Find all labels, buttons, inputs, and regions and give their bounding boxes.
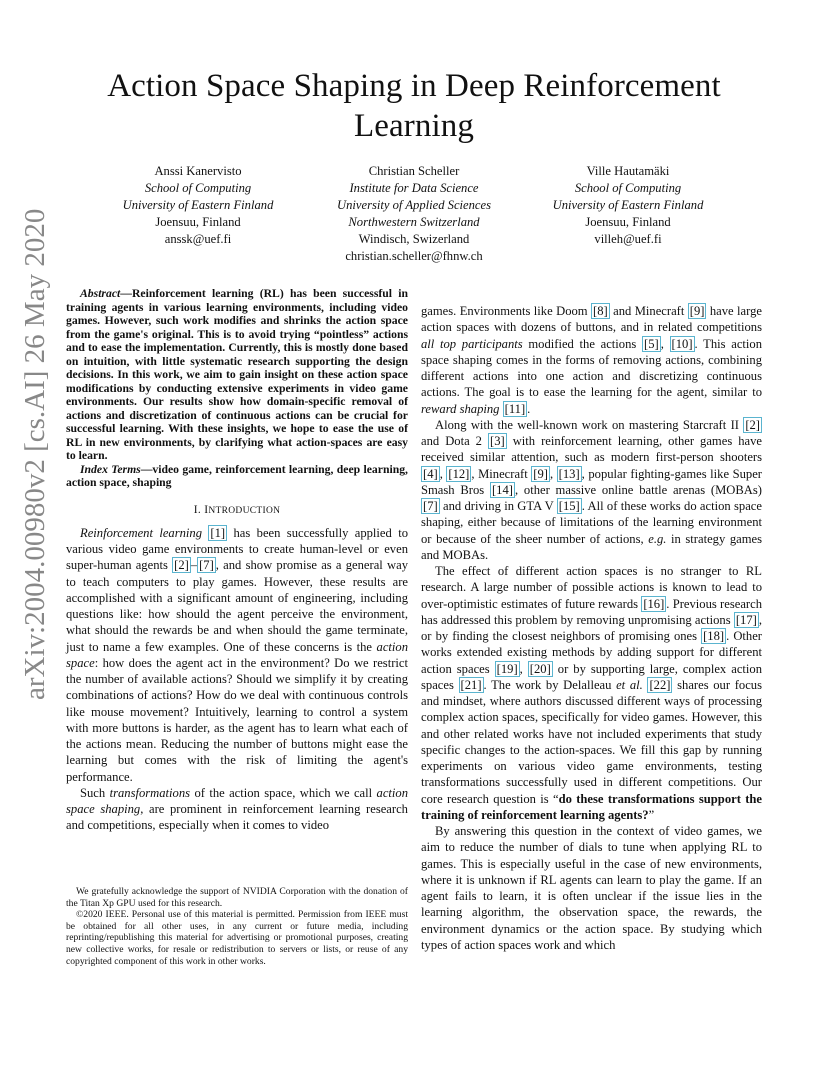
citation-link[interactable]: [11] — [504, 401, 526, 416]
citation-link[interactable]: [13] — [558, 466, 580, 481]
author-block-1 — [78, 163, 318, 248]
author-block-2 — [294, 163, 534, 265]
body-paragraph: Such transformations of the action space, which we call action space shaping, are prominent in reinforcement learning research and competitions, especially when it comes to video — [66, 785, 408, 833]
author-affiliation: University of Applied Sciences — [337, 198, 491, 212]
author-city: Joensuu, Finland — [585, 215, 671, 229]
author-name: Ville Hautamäki — [586, 164, 670, 178]
author-email: christian.scheller@fhnw.ch — [345, 249, 483, 263]
left-column — [66, 287, 408, 834]
author-affiliation: University of Eastern Finland — [552, 198, 704, 212]
section-heading-introduction — [66, 502, 408, 519]
body-paragraph: The effect of different action spaces is no stranger to RL research. A large number of possible actions is known to lead to over-optimistic estimates of future rewards [16] . Previous research has addressed this problem by removing unpromising actions [17] , or by finding the closest neighbors of promising ones [18] . Other works extended existing methods by adding support for different action spaces [19] , [20] or by supporting large, complex action spaces [21] . The work by Delalleau et al. [22] shares our focus and mindset, where authors discussed different ways of processing complex action spaces, specifically for video games. However, this and other related works have not included experiments that study specific changes to the action-spaces. We fill this gap by running experiments on various video game environments, testing transformations successfully used in different competitions. Our core research question is “do these transformations support the training of reinforcement learning agents?” — [421, 564, 763, 822]
citation-link[interactable]: [8] — [593, 304, 608, 318]
citation-link[interactable]: [12] — [448, 466, 470, 481]
author-affiliation: University of Eastern Finland — [122, 198, 274, 212]
abstract: Abstract—Reinforcement learning (RL) has been successful in training agents in various learning environments, including video games. However, such work modifies and shrinks the action space from the game's original. This is to avoid trying “pointless” actions and to ease the implementation. Currently, this is mostly done based on intuition, with little systematic research supporting the design decisions. In this work, we aim to gain insight on these action space modifications by conducting extensive experiments in video game environments. Our results show how domain-specific removal of actions and discretization of continuous actions can be crucial for successful learning. With these insights, we hope to ease the use of RL in new environments, by clarifying what action-spaces are easy to learn. — [66, 287, 408, 462]
citation-link[interactable]: [15] — [558, 499, 580, 513]
author-name: Christian Scheller — [368, 164, 460, 178]
citation-link[interactable]: [22] — [649, 677, 671, 692]
abstract-label: Abstract — [80, 287, 121, 300]
citation-link[interactable]: [3] — [490, 434, 505, 448]
citation-link[interactable]: [9] — [533, 466, 548, 481]
index-terms-label: Index Terms — [80, 462, 141, 476]
citation-link[interactable]: [7] — [199, 558, 214, 573]
section-title-first-letter: I — [204, 503, 209, 516]
citation-link[interactable]: [20] — [529, 661, 551, 676]
author-affiliation: School of Computing — [574, 181, 682, 195]
citation-link[interactable]: [4] — [423, 466, 438, 481]
citation-link[interactable]: [2] — [745, 417, 760, 432]
body-paragraph: By answering this question in the context of video games, we aim to reduce the number of dials to tune when applying RL to games. This is especially useful in the case of new environments, where it is unknown if RL agents can learn to play the game. If an agent fails to learn, it is often unclear if the issue lies in the learning algorithm, the observation space, the rewards, the environment dynamics or the action space. By studying which types of action spaces work and which — [421, 824, 762, 952]
citation-link[interactable]: [7] — [423, 499, 438, 513]
footnote-copyright: ©2020 IEEE. Personal use of this material is permitted. Permission from IEEE must be obtained for all other uses, in any current or future media, including reprinting/republishing this material for advertising or promotional purposes, creating new collective works, for resale or redistribution to servers or lists, or reuse of any copyrighted component of this work in other works. — [66, 909, 408, 967]
arxiv-stamp-text: arXiv:2004.00980v2 [cs.AI] 26 May 2020 — [19, 208, 51, 700]
paper-title: Action Space Shaping in Deep Reinforcement Learning — [107, 68, 721, 144]
section-number: I. — [193, 503, 202, 516]
author-email: villeh@uef.fi — [594, 232, 662, 246]
author-affiliation: Institute for Data Science — [349, 181, 479, 195]
citation-link[interactable]: [19] — [496, 661, 518, 676]
citation-link[interactable]: [10] — [671, 336, 693, 351]
arxiv-stamp — [2, 185, 62, 705]
citation-link[interactable]: [5] — [644, 336, 659, 351]
author-affiliation: School of Computing — [144, 181, 252, 195]
footnote-acknowledgement: We gratefully acknowledge the support of NVIDIA Corporation with the donation of the Titan Xp GPU used for this research. — [66, 886, 408, 909]
author-block-3 — [508, 163, 748, 248]
citation-link[interactable]: [9] — [689, 304, 705, 318]
citation-link[interactable]: [16] — [643, 596, 665, 611]
citation-link[interactable]: [21] — [460, 677, 482, 692]
citation-link[interactable]: [14] — [491, 482, 513, 497]
index-terms: Index Terms—video game, reinforcement learning, deep learning, action space, shaping — [66, 462, 408, 489]
body-paragraph: games. Environments like Doom [8] and Minecraft [9] have large action spaces with dozens of buttons, and in related competitions all top participants modified the actions [5] , [10] . This action space shaping comes in the forms of removing actions, combining different actions into one action and discretizing continuous actions. The goal is to ease the learning for the agent, similar to reward shaping [11] . — [421, 304, 763, 416]
citation-link[interactable]: [2] — [174, 558, 189, 573]
citation-link[interactable]: [1] — [210, 525, 226, 540]
footnotes — [66, 886, 408, 967]
section-title-rest: NTRODUCTION — [208, 505, 281, 516]
author-email: anssk@uef.fi — [164, 232, 232, 246]
author-city: Joensuu, Finland — [155, 215, 241, 229]
right-column — [421, 303, 762, 953]
author-name: Anssi Kanervisto — [154, 164, 242, 178]
citation-link[interactable]: [18] — [703, 629, 725, 643]
body-paragraph: Along with the well-known work on mastering Starcraft II [2] and Dota 2 [3] with reinforcement learning, other games have received similar attention, such as modern first-person shooters [4] , [12] , Minecraft [9] , [13] , popular fighting-games like Super Smash Bros [14] , other massive online battle arenas (MOBAs) [7] and driving in GTA V [15] . All of these works do action space shaping, either because of limitations of the learning environment or because of the sheer number of actions, e.g. in strategy games and MOBAs. — [421, 417, 763, 562]
citation-link[interactable]: [17] — [735, 612, 757, 627]
index-terms-text: video game, reinforcement learning, deep learning, action space, shaping — [66, 462, 408, 489]
abstract-text: Reinforcement learning (RL) has been successful in training agents in various learning environments, including video games. However, such work modifies and shrinks the action space from the game's original. This is to avoid trying “pointless” actions and to ease the implementation. Currently, this is mostly done based on intuition, with little systematic research supporting the design decisions. In this work, we aim to gain insight on these action space modifications by conducting extensive experiments in video game environments. Our results show how domain-specific removal of actions and discretization of continuous actions can be crucial for successful learning. With these insights, we hope to ease the use of RL in new environments, by clarifying what action-spaces are easy to learn. — [66, 287, 408, 462]
author-city: Windisch, Swizerland — [358, 232, 470, 246]
body-paragraph: Reinforcement learning [1] has been successfully applied to various video game environments to create human-level or even super-human agents [2] – [7] , and show promise as a general way to teach computers to play games. However, these results are accomplished with a significant amount of engineering, including questions like: how should the agent perceive the environment, what should the rewards be and when should the game terminate, just to name a few examples. One of these concerns is the action space: how does the agent act in the environment? Do we restrict the number of available actions? Should we simplify it by creating combinations of actions? How do we deal with continuous controls like mouse movement? Intuitively, learning to control a system with more buttons is harder, as the agent has to learn what each of the actions mean. Reducing the number of buttons might ease the learning but comes with the risk of limiting the agent's performance. — [66, 525, 408, 784]
author-affiliation: Northwestern Switzerland — [348, 215, 480, 229]
